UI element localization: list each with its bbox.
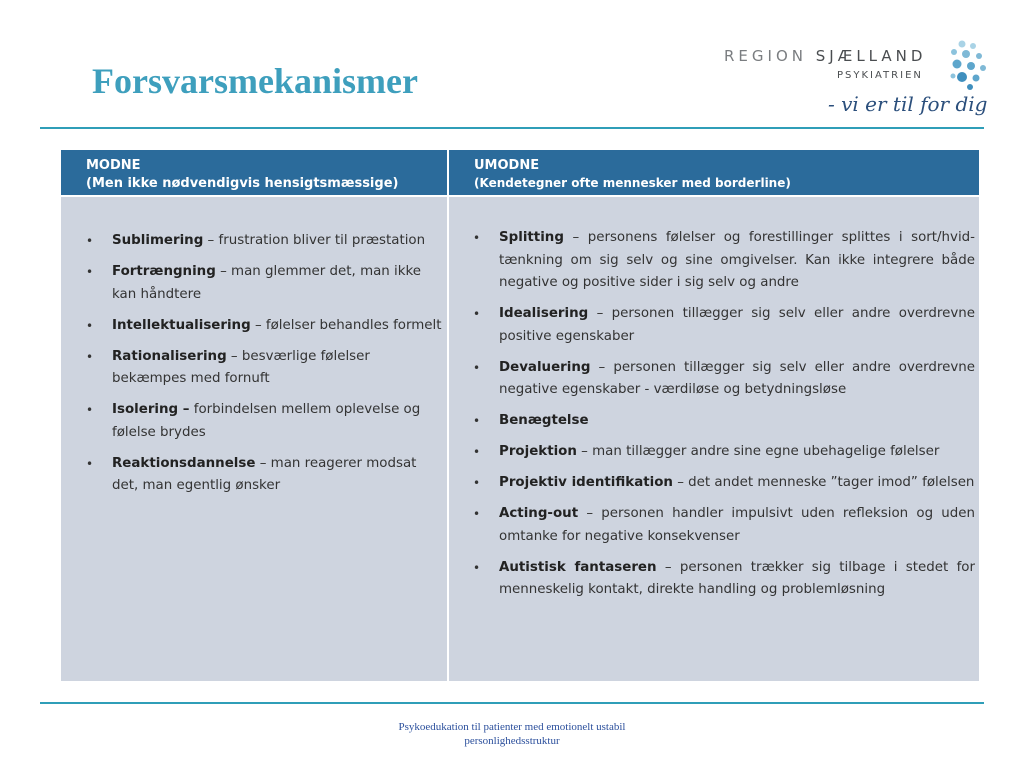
logo-dots-icon <box>948 40 990 92</box>
list-item <box>112 230 443 253</box>
item-text: – man tillægger andre sine egne ubehagelige følelser <box>576 444 940 459</box>
list-item <box>499 303 975 348</box>
item-text: – personen tillægger sig selv eller andre overdrevne negative egenskaber - værdiløse og betydningsløse <box>499 359 975 397</box>
immature-column <box>449 150 979 681</box>
item-term: Acting-out <box>499 506 579 521</box>
item-text: – følelser behandles formelt <box>250 317 442 333</box>
immature-header-subtitle: (Kendetegner ofte mennesker med borderline) <box>474 176 791 190</box>
footer-line-2: personlighedsstruktur <box>464 735 560 747</box>
immature-header-title: UMODNE <box>474 158 540 173</box>
item-term: Idealisering <box>499 306 589 321</box>
list-item <box>112 315 443 338</box>
logo-slogan: - vi er til for dig <box>828 92 988 116</box>
item-text: – man reagerer modsat det, man egentlig ønsker <box>112 455 417 493</box>
item-term: Reaktionsdannelse <box>112 455 256 471</box>
item-term: Isolering – <box>112 402 190 417</box>
top-divider <box>40 127 984 129</box>
list-item <box>499 410 975 433</box>
list-item <box>499 227 975 295</box>
list-item <box>112 346 443 391</box>
footer <box>300 720 724 748</box>
mature-header-subtitle: (Men ikke nødvendigvis hensigtsmæssige) <box>86 176 399 191</box>
item-term: Devaluering <box>499 359 591 375</box>
region-logo <box>720 40 990 130</box>
page-title: Forsvarsmekanismer <box>92 61 418 101</box>
logo-subtitle: PSYKIATRIEN <box>837 70 923 81</box>
mature-list <box>61 197 447 498</box>
list-item <box>499 503 975 548</box>
item-text: – man glemmer det, man ikke kan håndtere <box>112 264 422 302</box>
item-term: Intellektualisering <box>112 317 251 333</box>
mature-header-title: MODNE <box>86 158 141 173</box>
immature-header <box>449 150 979 197</box>
mature-column <box>61 150 447 681</box>
list-item <box>499 472 975 495</box>
item-term: Fortrængning <box>112 264 216 279</box>
item-term: Projektion <box>499 444 577 459</box>
list-item <box>499 441 975 464</box>
bottom-divider <box>40 702 984 704</box>
item-text: – personen trækker sig tilbage i stedet for menneskelig kontakt, direkte handling og problemløsning <box>499 559 975 597</box>
item-text: forbindelsen mellem oplevelse og følelse brydes <box>112 402 421 440</box>
defense-table <box>61 150 979 681</box>
item-text: – personen tillægger sig selv eller andre overdrevne positive egenskaber <box>499 306 975 344</box>
item-term: Rationalisering <box>112 348 227 364</box>
item-text: – det andet menneske ”tager imod” følelsen <box>672 475 975 490</box>
item-text: – personens følelser og forestillinger splittes i sort/hvid-tænkning om sig selv og sine omgivelser. Kan ikke integrere både negative og positive sider i sig selv og andre <box>499 230 975 290</box>
item-term: Sublimering <box>112 233 204 248</box>
item-term: Projektiv identifikation <box>499 475 673 490</box>
item-term: Benægtelse <box>499 413 589 428</box>
list-item <box>112 453 443 498</box>
mature-header <box>61 150 447 197</box>
list-item <box>499 357 975 402</box>
list-item <box>499 557 975 602</box>
item-text: – personen handler impulsivt uden refleksion og uden omtanke for negative konsekvenser <box>499 506 975 544</box>
footer-line-1: Psykoedukation til patienter med emotionelt ustabil <box>398 721 626 733</box>
item-term: Splitting <box>499 230 564 245</box>
list-item <box>112 261 443 306</box>
logo-region-text: REGION SJÆLLAND <box>724 47 927 65</box>
immature-list <box>449 197 979 602</box>
list-item <box>112 399 443 444</box>
item-text: – frustration bliver til præstation <box>203 233 426 248</box>
item-term: Autistisk fantaseren <box>499 559 657 575</box>
item-text: – besværlige følelser bekæmpes med fornuft <box>112 348 370 386</box>
